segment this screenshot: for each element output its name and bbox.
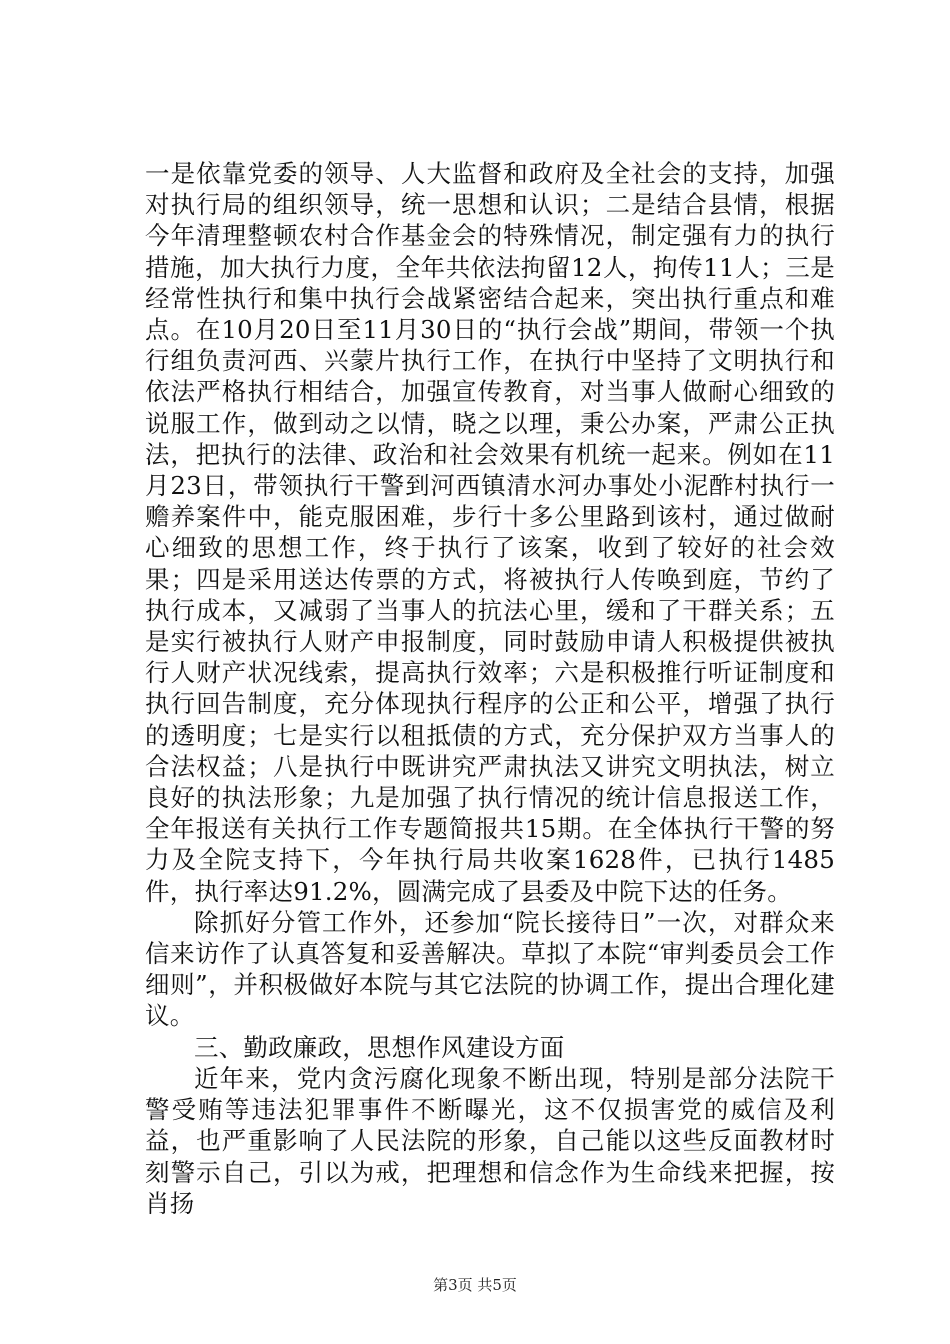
paragraph-other-duties: 除抓好分管工作外，还参加“院长接待日”一次，对群众来信来访作了认真答复和妥善解决。草拟了本院“审判委员会工作细则”，并积极做好本院与其它法院的协调工作，提出合理化建议。 [145, 907, 835, 1031]
paragraph-integrity: 近年来，党内贪污腐化现象不断出现，特别是部分法院干警受贿等违法犯罪事件不断曝光，这不仅损害党的威信及利益，也严重影响了人民法院的形象，自己能以这些反面教材时刻警示自己，引以为戒，把理想和信念作为生命线来把握，按肖扬 [145, 1063, 835, 1218]
paragraph-execution-measures: 一是依靠党委的领导、人大监督和政府及全社会的支持，加强对执行局的组织领导，统一思想和认识；二是结合县情，根据今年清理整顿农村合作基金会的特殊情况，制定强有力的执行措施，加大执行力度，全年共依法拘留12人，拘传11人；三是经常性执行和集中执行会战紧密结合起来，突出执行重点和难点。在10月20日至11月30日的“执行会战”期间，带领一个执行组负责河西、兴蒙片执行工作，在执行中坚持了文明执行和依法严格执行相结合，加强宣传教育，对当事人做耐心细致的说服工作，做到动之以情，晓之以理，秉公办案，严肃公正执法，把执行的法律、政治和社会效果有机统一起来。例如在11月23日，带领执行干警到河西镇清水河办事处小泥酢村执行一赡养案件中，能克服困难，步行十多公里路到该村，通过做耐心细致的思想工作，终于执行了该案，收到了较好的社会效果；四是采用送达传票的方式，将被执行人传唤到庭，节约了执行成本，又减弱了当事人的抗法心里，缓和了干群关系；五是实行被执行人财产申报制度，同时鼓励申请人积极提供被执行人财产状况线索，提高执行效率；六是积极推行听证制度和执行回告制度，充分体现执行程序的公正和公平，增强了执行的透明度；七是实行以租抵债的方式，充分保护双方当事人的合法权益；八是执行中既讲究严肃执法又讲究文明执法，树立良好的执法形象；九是加强了执行情况的统计信息报送工作，全年报送有关执行工作专题简报共15期。在全体执行干警的努力及全院支持下，今年执行局共收案1628件，已执行1485件，执行率达91.2%，圆满完成了县委及中院下达的任务。 [145, 159, 835, 906]
document-body [145, 158, 835, 1219]
page-number-footer: 第3页 共5页 [433, 1276, 517, 1294]
section-heading-integrity: 三、勤政廉政，思想作风建设方面 [194, 1032, 565, 1062]
